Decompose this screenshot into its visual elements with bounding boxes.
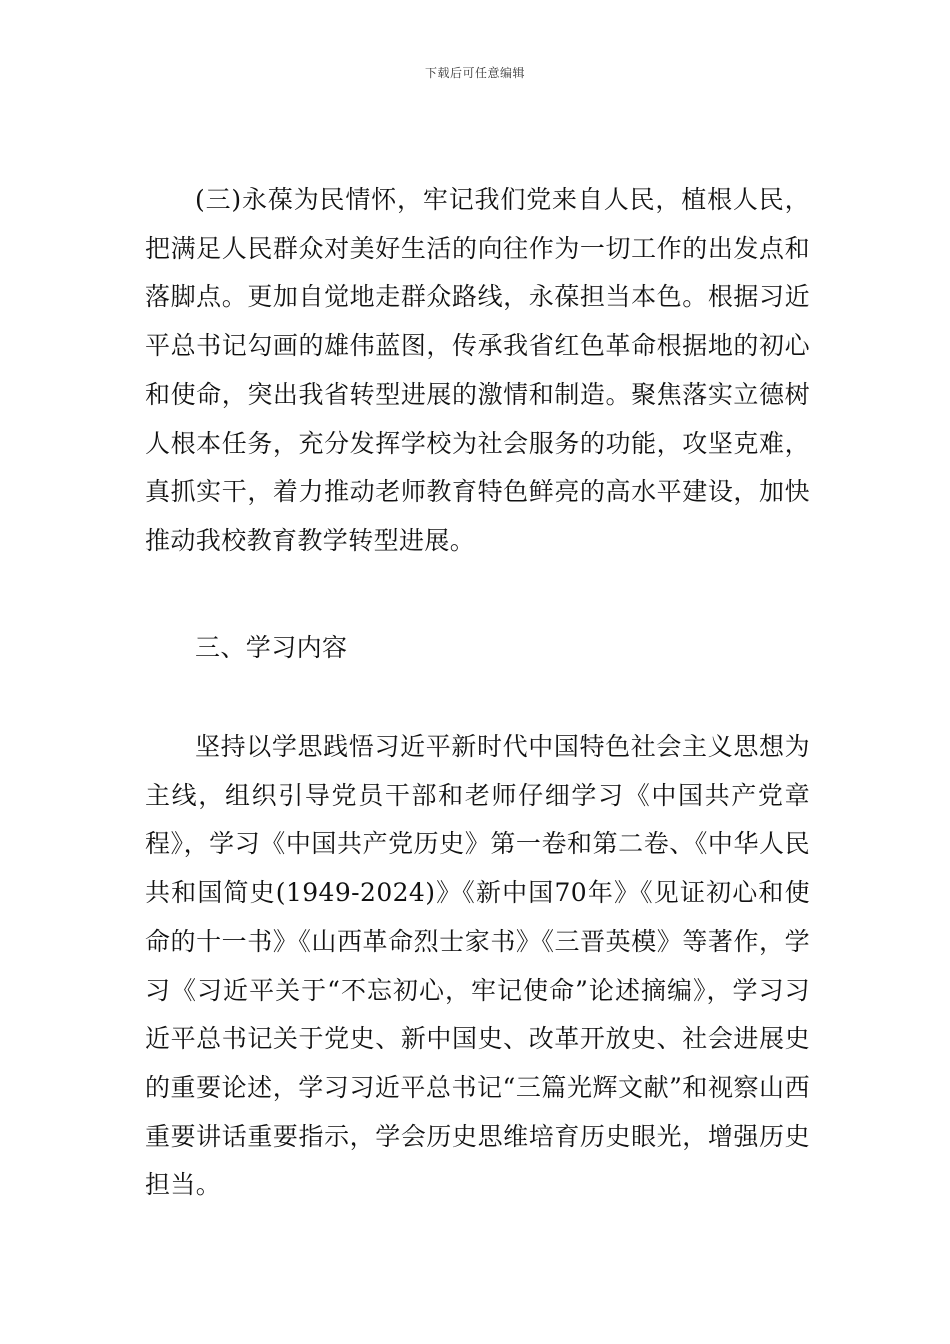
paragraph-study-content: 坚持以学思践悟习近平新时代中国特色社会主义思想为主线，组织引导党员干部和老师仔细学习《中国共产党章程》，学习《中国共产党历史》第一卷和第二卷、《中华人民共和国简史(1949-2024)》《新中国70年》《见证初心和使命的十一书》《山西革命烈士家书》《三晋英模》等著作，学习《习近平关于“不忘初心，牢记使命”论述摘编》，学习习近平总书记关于党史、新中国史、改革开放史、社会进展史的重要论述，学习习近平总书记“三篇光辉文献”和视察山西重要讲话重要指示，学会历史思维培育历史眼光，增强历史担当。: [145, 732, 810, 1200]
section-heading-study-content: 三、学习内容: [195, 633, 348, 662]
paragraph-people-oriented: (三)永葆为民情怀，牢记我们党来自人民，植根人民，把满足人民群众对美好生活的向往作为一切工作的出发点和落脚点。更加自觉地走群众路线，永葆担当本色。根据习近平总书记勾画的雄伟蓝图，传承我省红色革命根据地的初心和使命，突出我省转型进展的激情和制造。聚焦落实立德树人根本任务，充分发挥学校为社会服务的功能，攻坚克难，真抓实干，着力推动老师教育特色鲜亮的高水平建设，加快推动我校教育教学转型进展。: [145, 185, 810, 555]
page-header: 下载后可任意编辑: [424, 66, 525, 80]
